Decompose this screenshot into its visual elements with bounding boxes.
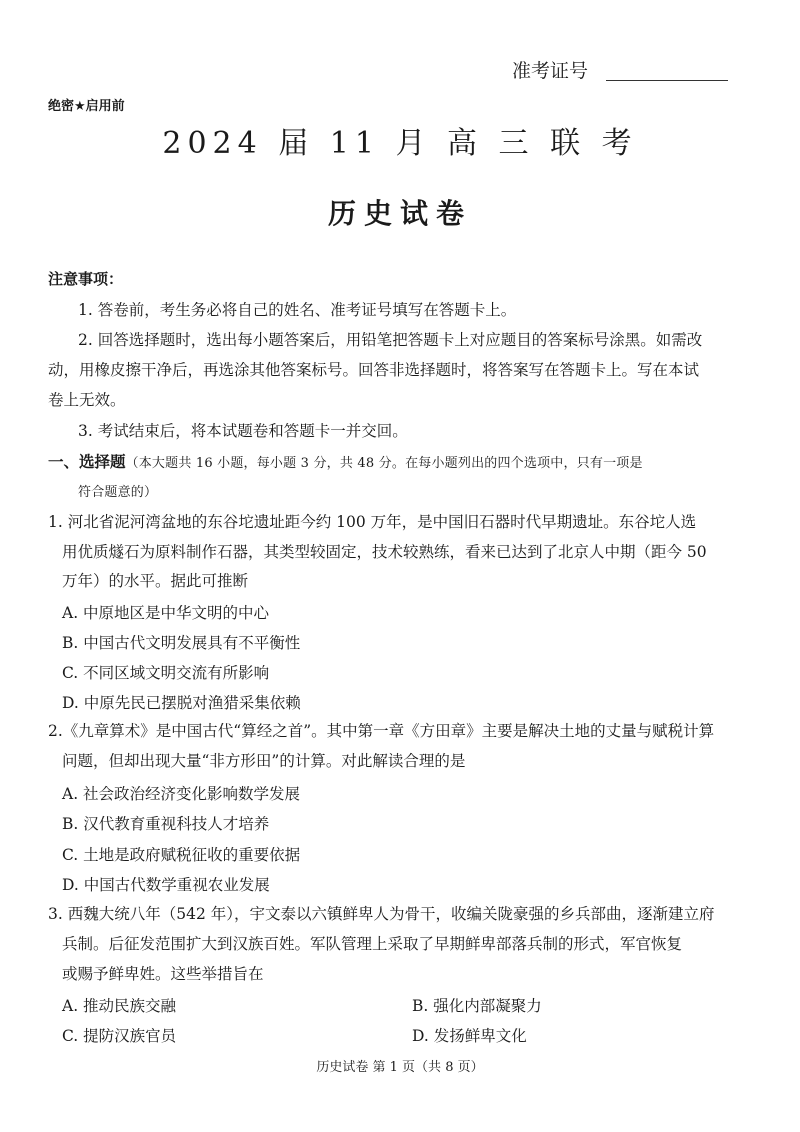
notice-item-2-line-2: 动，用橡皮擦干净后，再选涂其他答案标号。回答非选择题时，将答案写在答题卡上。写在本试 [48,361,700,379]
q2-stem-line-2: 问题，但却出现大量“非方形田”的计算。对此解读合理的是 [62,752,466,770]
secret-mark: 绝密★启用前 [48,99,125,114]
q1-option-a: A. 中原地区是中华文明的中心 [62,604,270,622]
q1-option-c: C. 不同区域文明交流有所影响 [62,664,270,682]
q3-option-c: C. 提防汉族官员 [62,1027,177,1045]
section-1-desc-line-1: （本大题共 16 小题，每小题 3 分，共 48 分。在每小题列出的四个选项中，只有一项是 [125,456,643,471]
q2-option-b: B. 汉代教育重视科技人才培养 [62,815,270,833]
exam-title: 2024 届 11 月 高 三 联 考 [162,126,638,161]
q1-stem-line-1: 1. 河北省泥河湾盆地的东谷坨遗址距今约 100 万年，是中国旧石器时代早期遗址。东谷坨人选 [48,513,697,531]
section-1-header [48,450,643,472]
q3-option-d: D. 发扬鲜卑文化 [412,1027,527,1045]
notice-item-2-line-3: 卷上无效。 [48,391,126,409]
q3-stem-line-3: 或赐予鲜卑姓。这些举措旨在 [62,965,264,983]
q2-option-a: A. 社会政治经济变化影响数学发展 [62,785,301,803]
q3-option-b: B. 强化内部凝聚力 [412,997,542,1015]
subject-title: 历史试卷 [327,197,472,230]
q1-stem-line-2: 用优质燧石为原料制作石器，其类型较固定，技术较熟练，看来已达到了北京人中期（距今 50 [62,543,707,561]
exam-id-blank-line [606,80,728,81]
section-1-desc-line-2: 符合题意的） [78,485,158,500]
q3-stem-line-2: 兵制。后征发范围扩大到汉族百姓。军队管理上采取了早期鲜卑部落兵制的形式，军官恢复 [62,935,683,953]
notice-item-3: 3. 考试结束后，将本试题卷和答题卡一并交回。 [78,422,408,440]
q1-option-d: D. 中原先民已摆脱对渔猎采集依赖 [62,694,301,712]
q3-stem-line-1: 3. 西魏大统八年（542 年），宇文泰以六镇鲜卑人为骨干，收编关陇豪强的乡兵部曲，逐渐建立府 [48,905,715,923]
q1-option-b: B. 中国古代文明发展具有不平衡性 [62,634,301,652]
q1-stem-line-3: 万年）的水平。据此可推断 [62,572,249,590]
page-footer: 历史试卷 第 1 页（共 8 页） [316,1060,484,1075]
q2-option-c: C. 土地是政府赋税征收的重要依据 [62,846,301,864]
notice-item-1: 1. 答卷前，考生务必将自己的姓名、准考证号填写在答题卡上。 [78,301,517,319]
q2-stem-line-1: 2.《九章算术》是中国古代“算经之首”。其中第一章《方田章》主要是解决土地的丈量与赋税计算 [48,722,715,740]
q3-option-a: A. 推动民族交融 [62,997,177,1015]
section-1-title: 一、选择题 [48,453,126,471]
notice-item-2-line-1: 2. 回答选择题时，选出每小题答案后，用铅笔把答题卡上对应题目的答案标号涂黑。如需改 [78,331,703,349]
exam-id-label: 准考证号 [512,60,589,82]
notice-title: 注意事项： [48,270,124,288]
q2-option-d: D. 中国古代数学重视农业发展 [62,876,270,894]
